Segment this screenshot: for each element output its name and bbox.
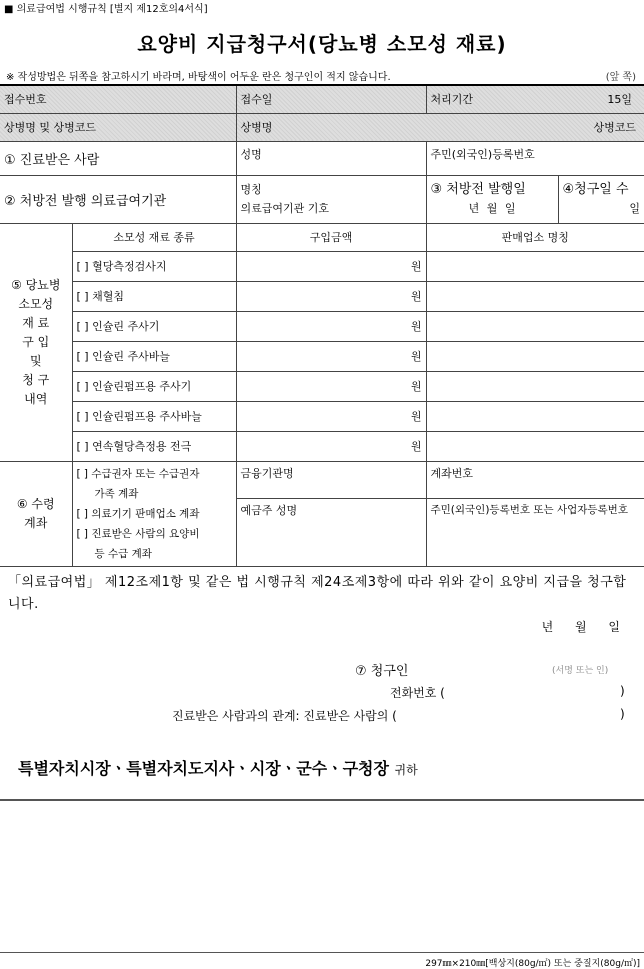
patient-reg-no-label: 주민(외국인)등록번호 (430, 147, 535, 161)
col-header-amount: 구입금액 (236, 223, 426, 251)
prescriber-org-name-label: 명칭 (240, 183, 262, 196)
item-amount-field[interactable] (236, 341, 426, 371)
processing-period-field (426, 85, 644, 113)
disease-name-field (236, 113, 644, 141)
receipt-section-line: 계좌 (24, 515, 48, 530)
item-cgm-electrode-checkbox[interactable]: [ ] 연속혈당측정용 전극 (72, 431, 236, 461)
declaration-text: 「의료급여법」 제12조제1항 및 같은 법 시행규칙 제24조제3항에 따라 위와 같이 요양비 지급을 청구합니다. (8, 575, 627, 612)
receipt-date-label: 접수일 (240, 93, 273, 107)
relationship-close-paren: ) (620, 707, 625, 721)
item-amount-field[interactable] (236, 251, 426, 281)
item-pump-needle-checkbox[interactable]: [ ] 인슐린펌프용 주사바늘 (72, 401, 236, 431)
col-header-type: 소모성 재료 종류 (72, 223, 236, 251)
col-header-seller: 판매업소 명칭 (426, 223, 644, 251)
purchase-section-line: 소모성 (18, 296, 54, 311)
claim-days-unit: 일 (629, 202, 641, 215)
account-option-recipient-cont: 가족 계좌 (94, 487, 139, 500)
account-type-options[interactable] (72, 461, 236, 566)
recipient-line (18, 756, 418, 779)
disease-name-code-label: 상병명 및 상병코드 (4, 121, 97, 134)
item-seller-field[interactable] (426, 371, 644, 401)
item-amount-field[interactable] (236, 401, 426, 431)
prescription-issue-date-field[interactable] (426, 175, 558, 223)
holder-name-label: 예금주 성명 (240, 504, 298, 518)
item-seller-field[interactable] (426, 251, 644, 281)
item-amount-field[interactable] (236, 311, 426, 341)
won-unit: 원 (410, 410, 422, 423)
holder-name-field[interactable] (236, 499, 426, 566)
recipient-suffix: 귀하 (394, 763, 418, 777)
prescription-issue-date-value: 년 월 일 (468, 202, 516, 215)
disease-name-label: 상병명 (240, 121, 273, 134)
form-header-note: ■ 의료급여법 시행규칙 [별지 제12호의4서식] (4, 4, 208, 15)
bank-name-field[interactable] (236, 461, 426, 499)
prescriber-org-field[interactable] (236, 175, 426, 223)
form-title: 요양비 지급청구서(당뇨병 소모성 재료) (137, 32, 507, 56)
item-seller-field[interactable] (426, 401, 644, 431)
phone-label[interactable]: 전화번호 ( (390, 686, 445, 700)
item-seller-field[interactable] (426, 341, 644, 371)
footer-divider (0, 952, 644, 953)
won-unit: 원 (410, 260, 422, 273)
patient-reg-no-field[interactable] (426, 141, 644, 175)
patient-name-field[interactable] (236, 141, 426, 175)
receipt-section-line: ⑥ 수령 (16, 496, 55, 511)
item-seller-field[interactable] (426, 311, 644, 341)
item-insulin-syringe-checkbox[interactable]: [ ] 인슐린 주사기 (72, 311, 236, 341)
purchase-section-line: 및 (29, 353, 42, 368)
purchase-section-line: ⑤ 당뇨병 (11, 277, 61, 292)
purchase-section-line: 청 구 (22, 372, 50, 387)
account-number-field[interactable] (426, 461, 644, 499)
purchase-section-label (0, 223, 72, 461)
item-test-strip-checkbox[interactable]: [ ] 혈당측정검사지 (72, 251, 236, 281)
item-seller-field[interactable] (426, 281, 644, 311)
processing-period-label: 처리기간 (430, 93, 474, 107)
claim-days-field[interactable] (558, 175, 644, 223)
relationship-label[interactable]: 진료받은 사람과의 관계: 진료받은 사람의 ( (172, 709, 397, 723)
account-option-patient[interactable]: [ ] 진료받은 사람의 요양비 (76, 527, 200, 540)
item-amount-field[interactable] (236, 371, 426, 401)
purchase-section-line: 재 료 (22, 315, 50, 330)
patient-section-label: ① 진료받은 사람 (0, 141, 236, 175)
receipt-date-field (236, 85, 426, 113)
phone-close-paren: ) (620, 684, 625, 698)
won-unit: 원 (410, 440, 422, 453)
processing-days-value: 15일 (607, 93, 633, 107)
holder-reg-no-label: 주민(외국인)등록번호 또는 사업자등록번호 (430, 504, 628, 517)
front-page-label: (앞 쪽) (605, 72, 636, 83)
section-divider (0, 799, 644, 801)
receipt-number-field (0, 85, 236, 113)
signature-placeholder[interactable]: (서명 또는 인) (552, 666, 609, 676)
recipient-title: 특별자치시장ㆍ특별자치도지사ㆍ시장ㆍ군수ㆍ구청장 (18, 759, 389, 778)
item-amount-field[interactable] (236, 431, 426, 461)
disease-name-code-field (0, 113, 236, 141)
prescriber-section-label: ② 처방전 발행 의료급여기관 (0, 175, 236, 223)
won-unit: 원 (410, 350, 422, 363)
claimant-label: ⑦ 청구인 (355, 664, 409, 679)
item-insulin-needle-checkbox[interactable]: [ ] 인슐린 주사바늘 (72, 341, 236, 371)
item-seller-field[interactable] (426, 431, 644, 461)
claim-days-label: ④청구일 수 (562, 182, 629, 197)
claim-date-line[interactable]: 년 월 일 (541, 620, 620, 634)
account-number-label: 계좌번호 (430, 466, 474, 480)
account-option-seller[interactable]: [ ] 의료기기 판매업소 계좌 (76, 507, 200, 520)
purchase-section-line: 내역 (24, 391, 48, 406)
bank-name-label: 금융기관명 (240, 466, 294, 480)
disease-code-label: 상병코드 (593, 121, 637, 134)
instruction-note: ※ 작성방법은 뒤쪽을 참고하시기 바라며, 바탕색이 어두운 란은 청구인이 적지 않습니다. (6, 72, 391, 83)
patient-name-label: 성명 (240, 147, 262, 161)
prescription-issue-date-label: ③ 처방전 발행일 (430, 182, 526, 197)
won-unit: 원 (410, 380, 422, 393)
paper-spec: 297㎜×210㎜[백상지(80g/㎡) 또는 중질지(80g/㎡)] (425, 959, 640, 969)
claim-form-table (0, 84, 644, 567)
prescriber-org-symbol-label: 의료급여기관 기호 (240, 202, 330, 215)
receipt-account-section-label (0, 461, 72, 566)
item-lancet-checkbox[interactable]: [ ] 채혈침 (72, 281, 236, 311)
item-amount-field[interactable] (236, 281, 426, 311)
holder-reg-no-field[interactable] (426, 499, 644, 566)
item-pump-syringe-checkbox[interactable]: [ ] 인슐린펌프용 주사기 (72, 371, 236, 401)
purchase-section-line: 구 입 (22, 334, 50, 349)
receipt-number-label: 접수번호 (4, 93, 47, 107)
won-unit: 원 (410, 290, 422, 303)
account-option-recipient[interactable]: [ ] 수급권자 또는 수급권자 (76, 467, 200, 480)
won-unit: 원 (410, 320, 422, 333)
account-option-patient-cont: 등 수급 계좌 (94, 547, 152, 560)
